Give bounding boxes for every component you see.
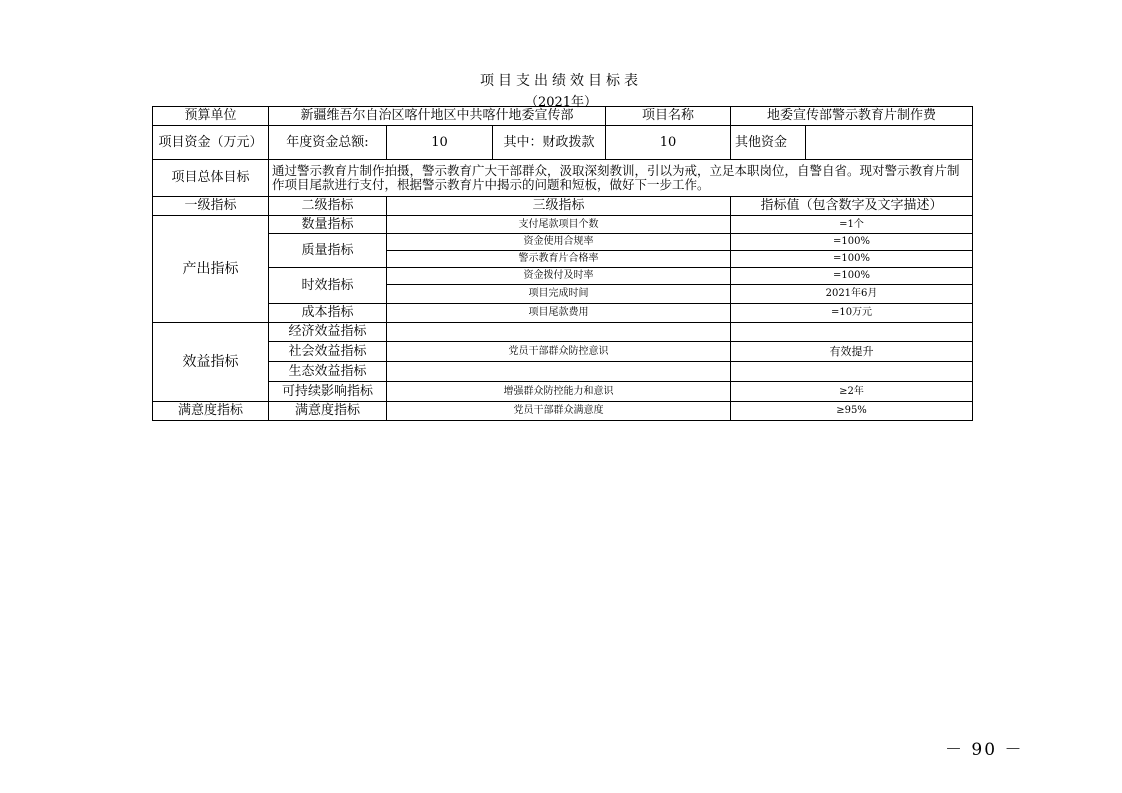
overall-goal-label: 项目总体目标: [153, 160, 269, 197]
value-cell: [731, 362, 973, 382]
indicator-cell: [387, 323, 731, 342]
value-cell: =100%: [731, 234, 973, 251]
budget-unit-label: 预算单位: [153, 107, 269, 126]
column-header-level3: 三级指标: [387, 197, 731, 216]
other-funds-label: 其他资金: [731, 126, 806, 160]
annual-total-value: 10: [387, 126, 493, 160]
value-cell: 2021年6月: [731, 285, 973, 304]
indicator-cell: 项目尾款费用: [387, 304, 731, 323]
funds-label: 项目资金（万元）: [153, 126, 269, 160]
table-row: [153, 342, 973, 362]
column-header-row: [153, 197, 973, 216]
table-row: [153, 402, 973, 421]
document-year: （2021年）: [524, 95, 598, 110]
indicator-cell: 支付尾款项目个数: [387, 216, 731, 234]
indicator-cell: 资金使用合规率: [387, 234, 731, 251]
subgroup-ecological: 生态效益指标: [269, 362, 387, 382]
header-row: [153, 107, 973, 126]
table-row: [153, 234, 973, 251]
indicator-cell: 增强群众防控能力和意识: [387, 382, 731, 402]
indicator-cell: [387, 362, 731, 382]
value-cell: ≥2年: [731, 382, 973, 402]
indicator-cell: 党员干部群众满意度: [387, 402, 731, 421]
subgroup-cost: 成本指标: [269, 304, 387, 323]
subgroup-satisfaction: 满意度指标: [269, 402, 387, 421]
fiscal-funds-value: 10: [606, 126, 731, 160]
indicator-cell: 资金拨付及时率: [387, 268, 731, 285]
value-cell: =10万元: [731, 304, 973, 323]
table-row: [153, 323, 973, 342]
subgroup-quantity: 数量指标: [269, 216, 387, 234]
indicator-cell: 警示教育片合格率: [387, 251, 731, 268]
table-row: [153, 268, 973, 285]
value-cell: =100%: [731, 251, 973, 268]
indicator-cell: 项目完成时间: [387, 285, 731, 304]
overall-goal-row: [153, 160, 973, 197]
value-cell: 有效提升: [731, 342, 973, 362]
document-title: 项目支出绩效目标表: [480, 73, 642, 89]
group-output: 产出指标: [153, 216, 269, 323]
column-header-level1: 一级指标: [153, 197, 269, 216]
table-row: [153, 382, 973, 402]
subgroup-sustainable: 可持续影响指标: [269, 382, 387, 402]
subgroup-economic: 经济效益指标: [269, 323, 387, 342]
funds-row: [153, 126, 973, 160]
annual-total-label: 年度资金总额:: [269, 126, 387, 160]
subgroup-quality: 质量指标: [269, 234, 387, 268]
group-satisfaction: 满意度指标: [153, 402, 269, 421]
value-cell: [731, 323, 973, 342]
indicator-cell: 党员干部群众防控意识: [387, 342, 731, 362]
performance-table: [152, 106, 973, 421]
page-number: － 90 －: [945, 740, 1024, 760]
overall-goal-text: 通过警示教育片制作拍摄，警示教育广大干部群众，汲取深刻教训，引以为戒，立足本职岗位，自警自省。现对警示教育片制作项目尾款进行支付，根据警示教育片中揭示的问题和短板，做好下一步工作。: [269, 160, 973, 197]
group-benefit: 效益指标: [153, 323, 269, 402]
table-row: [153, 362, 973, 382]
table-row: [153, 216, 973, 234]
fiscal-funds-label: 其中：财政拨款: [493, 126, 606, 160]
value-cell: =100%: [731, 268, 973, 285]
column-header-value: 指标值（包含数字及文字描述）: [731, 197, 973, 216]
project-name-label: 项目名称: [606, 107, 731, 126]
value-cell: ≥95%: [731, 402, 973, 421]
value-cell: =1个: [731, 216, 973, 234]
subgroup-timeliness: 时效指标: [269, 268, 387, 304]
other-funds-value: [806, 126, 973, 160]
column-header-level2: 二级指标: [269, 197, 387, 216]
table-row: [153, 304, 973, 323]
subgroup-social: 社会效益指标: [269, 342, 387, 362]
budget-unit-value: 新疆维吾尔自治区喀什地区中共喀什地委宣传部: [269, 107, 606, 126]
project-name-value: 地委宣传部警示教育片制作费: [731, 107, 973, 126]
